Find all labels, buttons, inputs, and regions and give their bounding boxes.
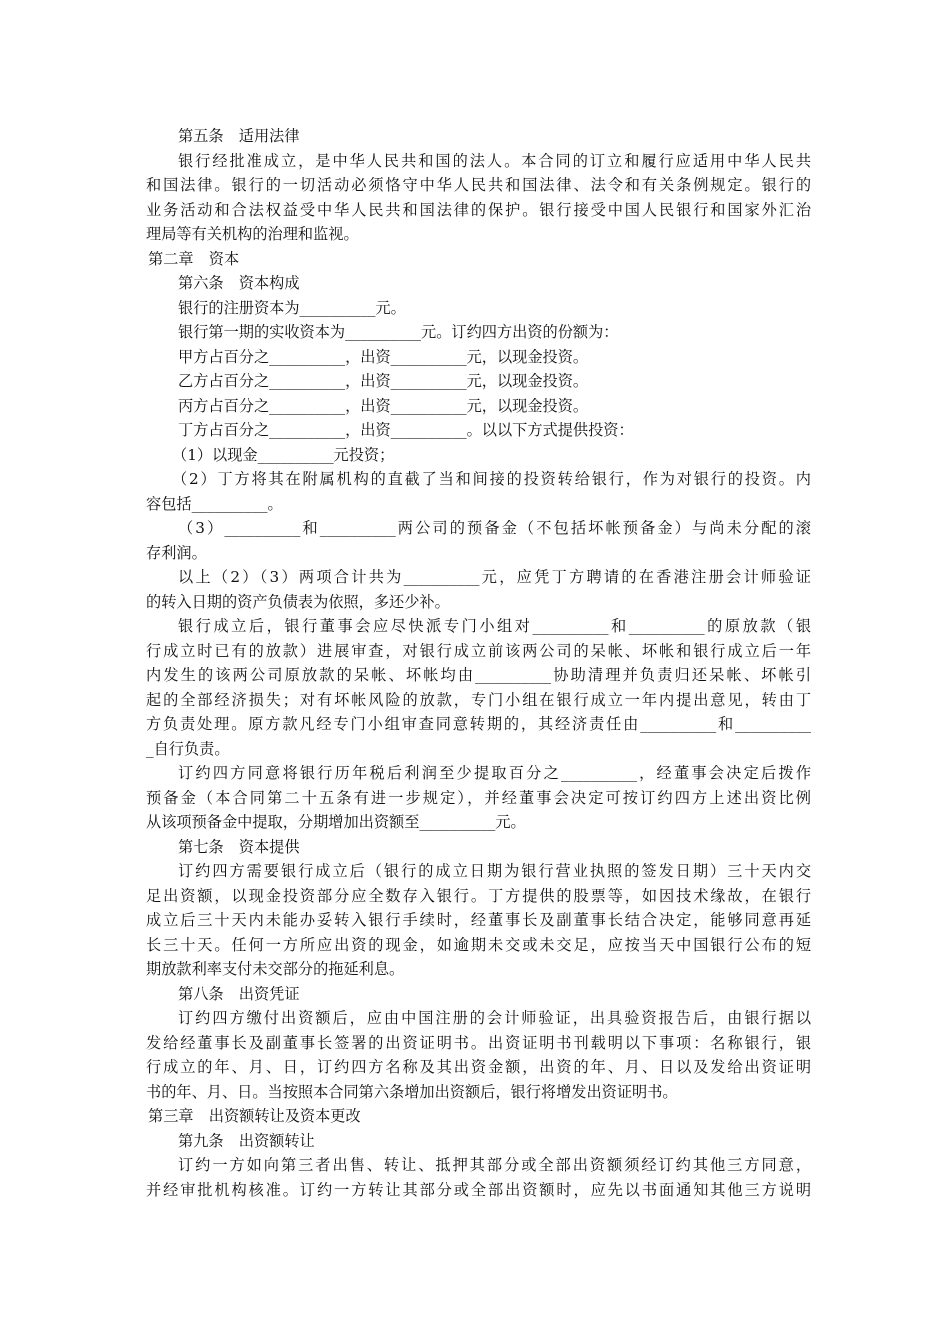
paragraph-line: （1）以现金__________元投资； [172,445,395,464]
paragraph-line: （2）丁方将其在附属机构的直截了当和间接的投资转给银行，作为对银行的投资。内 [172,470,811,488]
paragraph-line: 起的全部经济损失；对有坏帐风险的放款，专门小组在银行成立一年内提出意见，转由丁 [146,690,811,709]
paragraph-line: _自行负责。 [146,739,230,758]
paragraph-line: 存利润。 [146,543,207,562]
paragraph-line: 行成立的年、月、日，订约四方名称及其出资金额，出资的年、月、日以及发给出资证明 [146,1058,811,1076]
paragraph-line: 银行第一期的实收资本为__________元。订约四方出资的份额为： [178,323,619,341]
paragraph-line: 并经审批机构核准。订约一方转让其部分或全部出资额时，应先以书面通知其他三方说明 [146,1180,811,1199]
paragraph-line: 丁方占百分之__________，出资__________。以以下方式提供投资： [178,421,634,439]
article-heading: 第六条 资本构成 [178,274,300,292]
paragraph-line: 行成立时已有的放款）进展审查，对银行成立前该两公司的呆帐、坏帐和银行成立后一年 [146,641,811,660]
article-heading: 第七条 资本提供 [178,837,300,856]
paragraph-line: 理局等有关机构的治理和监视。 [146,225,359,243]
paragraph-line: 甲方占百分之__________，出资__________元，以现金投资。 [178,347,589,366]
paragraph-line: 预备金（本合同第二十五条有进一步规定），并经董事会决定可按订约四方上述出资比例 [146,788,811,807]
paragraph-line: 成立后三十天内未能办妥转入银行手续时，经董事长及副董事长结合决定，能够同意再延 [146,911,811,929]
paragraph-line: 乙方占百分之__________，出资__________元，以现金投资。 [178,372,589,390]
paragraph-line: 从该项预备金中提取，分期增加出资额至__________元。 [146,813,526,831]
paragraph-line: 银行成立后，银行董事会应尽快派专门小组对__________和__________的原放款（银 [178,617,811,635]
paragraph-line: 和国法律。银行的一切活动必须恪守中华人民共和国法律、法令和有关条例规定。银行的 [146,176,811,194]
paragraph-line: 长三十天。任何一方所应出资的现金，如逾期未交或未交足，应按当天中国银行公布的短 [146,935,811,954]
paragraph-line: 银行的注册资本为__________元。 [178,298,406,317]
paragraph-line: （3）__________和__________两公司的预备金（不包括坏帐预备金）与尚未分配的滚 [178,519,811,537]
paragraph-line: 订约一方如向第三者出售、转让、抵押其部分或全部出资额须经订约其他三方同意， [178,1156,811,1174]
paragraph-line: 订约四方需要银行成立后（银行的成立日期为银行营业执照的签发日期）三十天内交 [178,862,811,880]
paragraph-line: 内发生的该两公司原放款的呆帐、坏帐均由__________协助清理并负责归还呆帐、坏帐引 [146,666,811,684]
paragraph-line: 容包括__________。 [146,494,283,513]
paragraph-line: 的转入日期的资产负债表为依照，多还少补。 [146,592,450,611]
paragraph-line: 方负责处理。原方款凡经专门小组审查同意转期的，其经济责任由__________和__________ [146,715,811,733]
paragraph-line: 期放款利率支付未交部分的拖延利息。 [146,960,405,978]
chapter-heading: 第三章 出资额转让及资本更改 [148,1107,361,1125]
chapter-heading: 第二章 资本 [148,249,240,268]
paragraph-line: 书的年、月、日。当按照本合同第六条增加出资额后，银行将增发出资证明书。 [146,1082,678,1101]
paragraph-line: 银行经批准成立，是中华人民共和国的法人。本合同的订立和履行应适用中华人民共 [178,151,811,170]
paragraph-line: 订约四方缴付出资额后，应由中国注册的会计师验证，出具验资报告后，由银行据以 [178,1009,811,1027]
document-page [146,124,811,1202]
article-heading: 第八条 出资凭证 [178,984,300,1003]
article-heading: 第五条 适用法律 [178,127,300,145]
paragraph-line: 发给经董事长及副董事长签署的出资证明书。出资证明书刊载明以下事项：名称银行，银 [146,1033,811,1052]
paragraph-line: 以上（2）（3）两项合计共为__________元，应凭丁方聘请的在香港注册会计师验证 [178,568,811,586]
paragraph-line: 订约四方同意将银行历年税后利润至少提取百分之__________，经董事会决定后拨作 [178,764,811,782]
article-heading: 第九条 出资额转让 [178,1131,315,1150]
paragraph-line: 丙方占百分之__________，出资__________元，以现金投资。 [178,396,589,415]
paragraph-line: 业务活动和合法权益受中华人民共和国法律的保护。银行接受中国人民银行和国家外汇治 [146,200,811,219]
paragraph-line: 足出资额，以现金投资部分应全数存入银行。丁方提供的股票等，如因技术缘故，在银行 [146,886,811,905]
